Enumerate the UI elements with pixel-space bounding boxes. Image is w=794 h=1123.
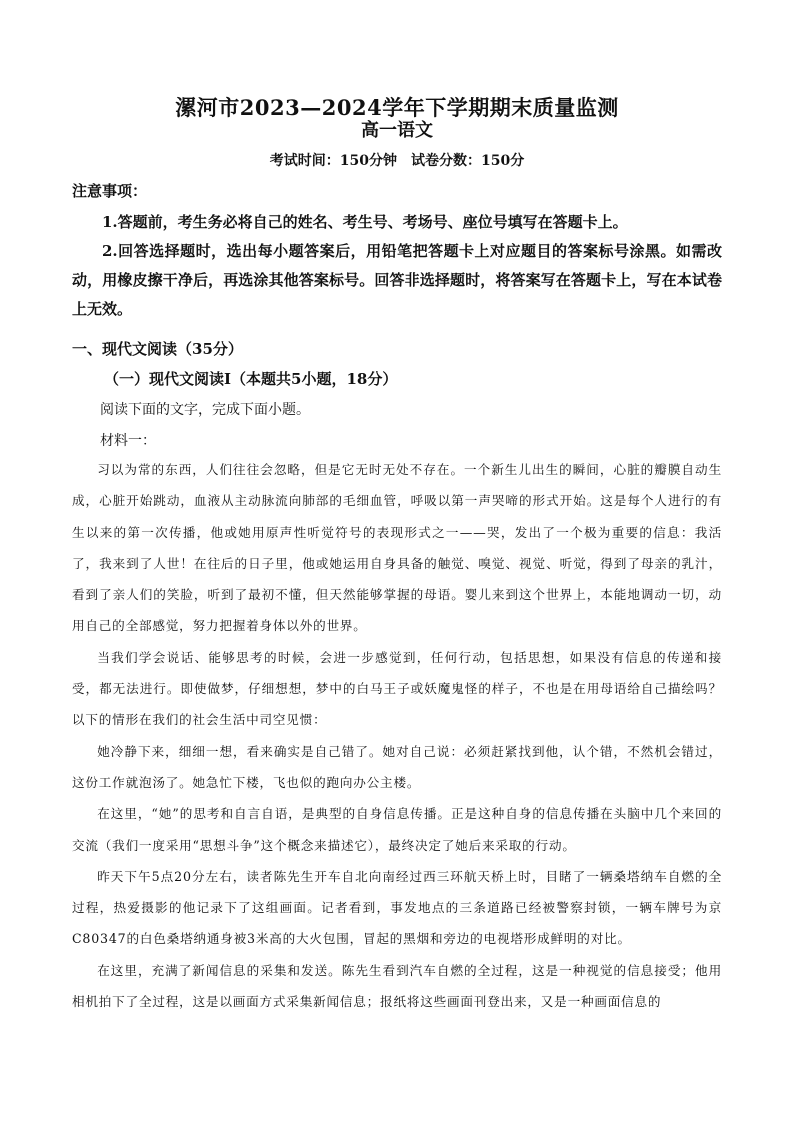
material-label: 材料一：	[100, 433, 156, 449]
notice-item-1: 1.答题前，考生务必将自己的姓名、考生号、考场号、座位号填写在答题卡上。	[102, 213, 628, 231]
paragraph: 在这里，“她”的思考和自言自语，是典型的自身信息传播。正是这种自身的信息传播在头脑中几个来回的交流（我们一度采用“思想斗争”这个概念来描述它），最终决定了她后来采取的行动。	[72, 806, 722, 853]
paragraph: 昨天下午5点20分左右，读者陈先生开车自北向南经过西三环航天桥上时，目睹了一辆桑塔纳车自燃的全过程，热爱摄影的他记录下了这组画面。记者看到，事发地点的三条道路已经被警察封锁，一辆车牌号为京C80347的白色桑塔纳通身被3米高的大火包围，冒起的黑烟和旁边的电视塔形成鲜明的对比。	[72, 868, 722, 947]
exam-subject: 高一语文	[361, 120, 433, 141]
paragraph: 她冷静下来，细细一想，看来确实是自己错了。她对自己说：必须赶紧找到他，认个错，不然机会错过，这份工作就泡汤了。她急忙下楼，飞也似的跑向办公主楼。	[72, 743, 722, 790]
paragraph: 当我们学会说话、能够思考的时候，会进一步感觉到，任何行动，包括思想，如果没有信息的传递和接受，都无法进行。即使做梦，仔细想想，梦中的白马王子或妖魔鬼怪的样子，不也是在用母语给自己描绘吗？以下的情形在我们的社会生活中司空见惯：	[72, 649, 722, 728]
notice-heading: 注意事项：	[72, 182, 148, 200]
section-heading: 一、现代文阅读（35分）	[72, 340, 243, 358]
exam-info: 考试时间：150分钟 试卷分数：150分	[269, 153, 525, 169]
material-body	[72, 454, 722, 1017]
subsection-heading: （一）现代文阅读Ⅰ（本题共5小题，18分）	[104, 370, 398, 388]
notice-list	[72, 208, 722, 324]
paragraph: 在这里，充满了新闻信息的采集和发送。陈先生看到汽车自燃的全过程，这是一种视觉的信息接受；他用相机拍下了全过程，这是以画面方式采集新闻信息；报纸将这些画面刊登出来，又是一种画面信息的	[72, 962, 722, 1010]
notice-item-2: 2.回答选择题时，选出每小题答案后，用铅笔把答题卡上对应题目的答案标号涂黑。如需改动，用橡皮擦干净后，再选涂其他答案标号。回答非选择题时，将答案写在答题卡上，写在本试卷上无效。	[72, 242, 722, 318]
exam-title: 漯河市2023—2024学年下学期期末质量监测	[175, 95, 619, 120]
paragraph: 习以为常的东西，人们往往会忽略，但是它无时无处不存在。一个新生儿出生的瞬间，心脏的瓣膜自动生成，心脏开始跳动，血液从主动脉流向肺部的毛细血管，呼吸以第一声哭啼的形式开始。这是每个人进行的有生以来的第一次传播，他或她用原声性听觉符号的表现形式之一——哭，发出了一个极为重要的信息：我活了，我来到了人世！在往后的日子里，他或她运用自身具备的触觉、嗅觉、视觉、听觉，得到了母亲的乳汁，看到了亲人们的笑脸，听到了最初不懂，但天然能够掌握的母语。婴儿来到这个世界上，本能地调动一切，动用自己的全部感觉，努力把握着身体以外的世界。	[72, 462, 722, 634]
reading-instruction: 阅读下面的文字，完成下面小题。	[100, 402, 310, 418]
